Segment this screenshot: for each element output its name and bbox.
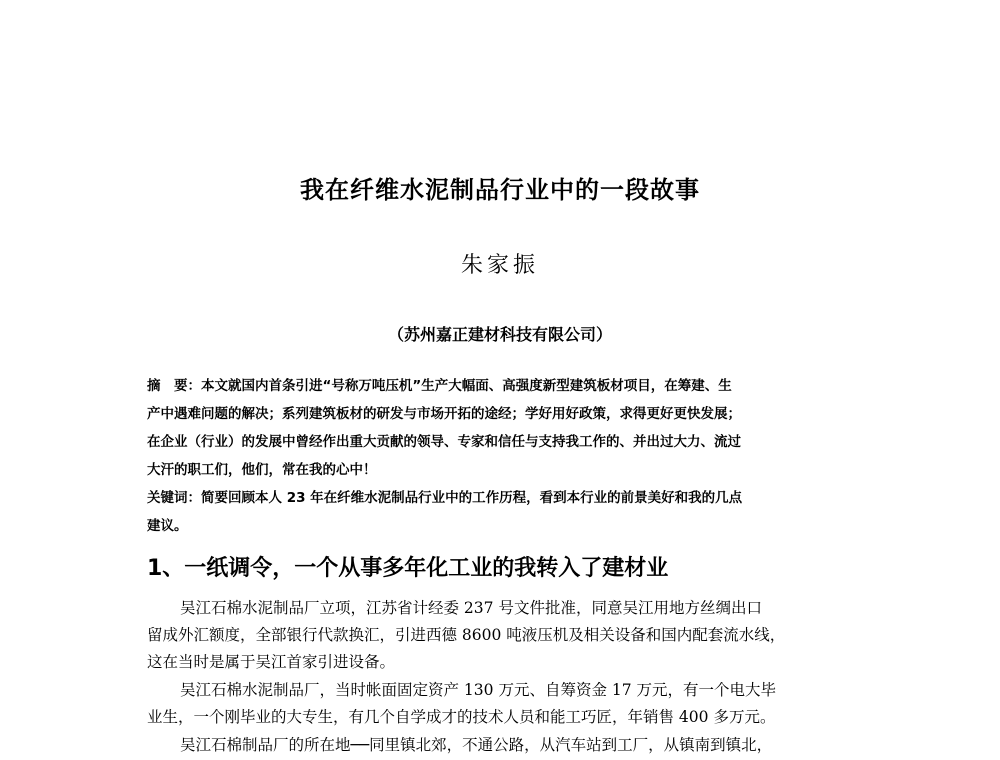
body-line: 业生，一个刚毕业的大专生，有几个自学成才的技术人员和能工巧匠，年销售 400 多万元。 <box>147 708 776 726</box>
body-line: 吴江石棉水泥制品厂，当时帐面固定资产 130 万元、自筹资金 17 万元，有一个电大毕 <box>180 681 777 699</box>
body-line: 留成外汇额度，全部银行代款换汇，引进西德 8600 吨液压机及相关设备和国内配套流水线， <box>147 626 786 644</box>
abstract-line: 摘 要：本文就国内首条引进“号称万吨压机”生产大幅面、高强度新型建筑板材项目，在筹建、生 <box>147 378 732 394</box>
abstract-line: 在企业（行业）的发展中曾经作出重大贡献的领导、专家和信任与支持我工作的、并出过大力、流过 <box>147 434 741 450</box>
paper-title: 我在纤维水泥制品行业中的一段故事 <box>300 176 700 204</box>
author-affiliation: （苏州嘉正建材科技有限公司） <box>387 325 612 344</box>
abstract-line: 大汗的职工们，他们，常在我的心中！ <box>147 462 377 478</box>
keywords-line: 关键词：简要回顾本人 23 年在纤维水泥制品行业中的工作历程，看到本行业的前景美好和我的几点 <box>147 490 743 506</box>
section-heading: 1、一纸调令，一个从事多年化工业的我转入了建材业 <box>147 556 669 581</box>
body-line: 这在当时是属于吴江首家引进设备。 <box>147 653 396 671</box>
keywords-line: 建议。 <box>147 518 188 534</box>
body-line: 吴江石棉水泥制品厂立项，江苏省计经委 237 号文件批准，同意吴江用地方丝绸出口 <box>180 599 762 617</box>
abstract-line: 产中遇难问题的解决；系列建筑板材的研发与市场开拓的途经；学好用好政策，求得更好更快发展； <box>147 406 741 422</box>
author-name: 朱家振 <box>460 253 539 278</box>
body-line: 吴江石棉制品厂的所在地──同里镇北郊，不通公路，从汽车站到工厂，从镇南到镇北， <box>180 736 773 754</box>
